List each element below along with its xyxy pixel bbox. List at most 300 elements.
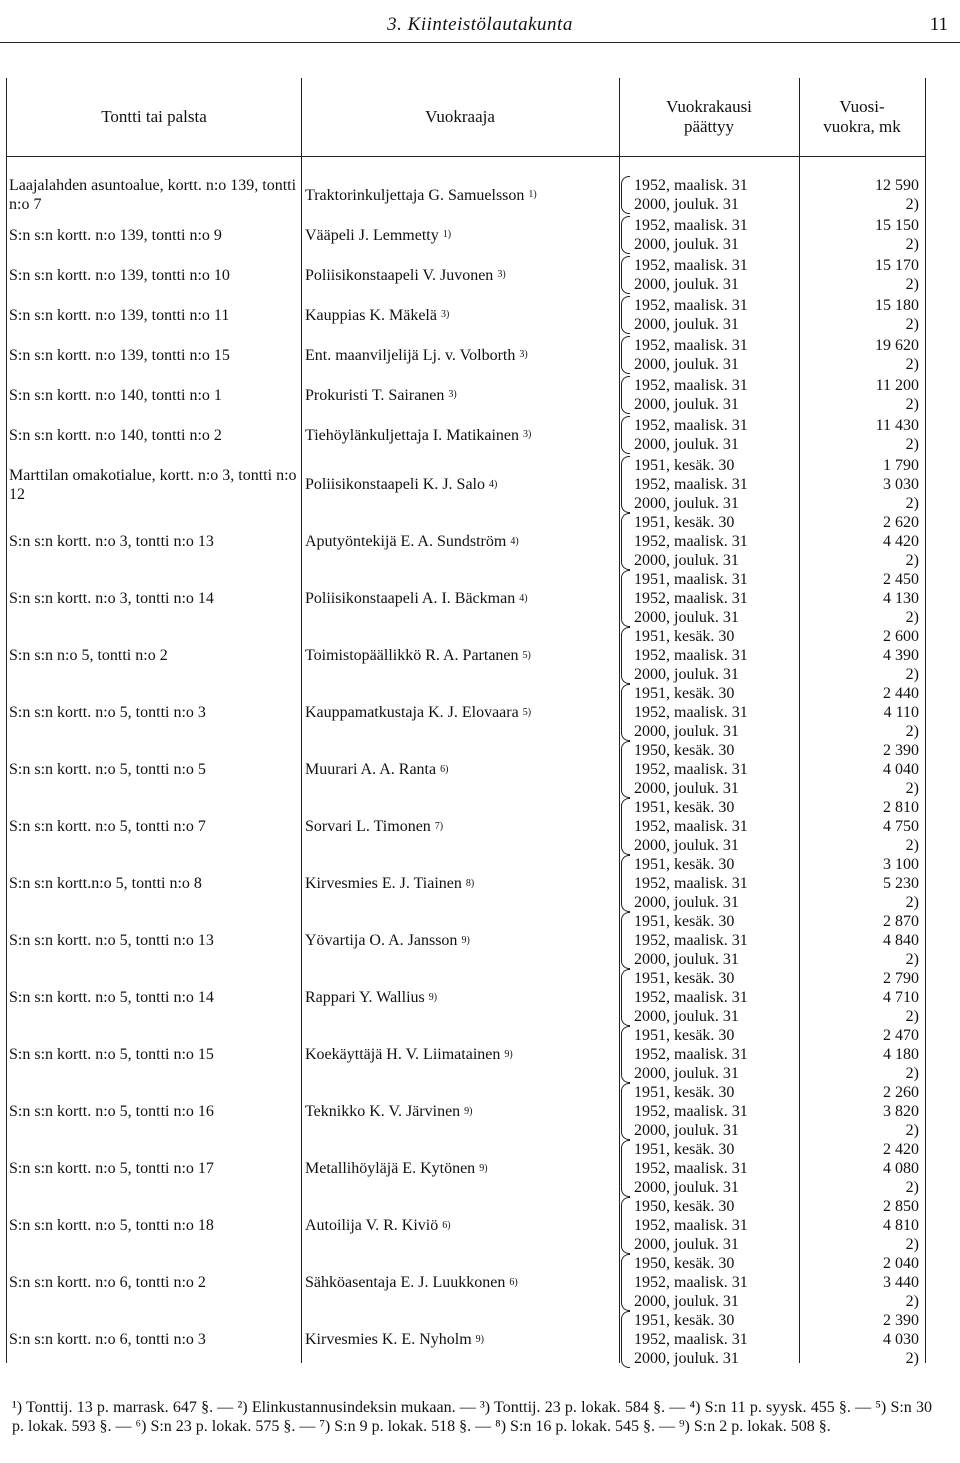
column-header-plot-label: Tontti tai palsta [101,107,207,126]
tenant-name: Tiehöylänkuljettaja I. Matikainen [305,426,520,444]
table-row [7,570,925,627]
brace-mark [621,1083,630,1140]
brace-mark [621,912,630,969]
header-divider [7,156,925,157]
column-header-rent-line: vuokra, mk [823,117,901,136]
annual-rent-cell [801,336,921,374]
annual-rent-value: 19 620 [875,337,919,354]
lease-end-date: 2000, jouluk. 31 [634,666,739,683]
table-row [7,1140,925,1197]
annual-rent-value: 2 790 [883,970,919,987]
brace-mark [621,969,630,1026]
tenant-cell: Vääpeli J. Lemmetty 1) [305,226,452,244]
annual-rent-value: 2 850 [883,1198,919,1215]
plot-cell: S:n s:n kortt. n:o 6, tontti n:o 3 [9,1331,206,1348]
annual-rent-cell [801,684,921,741]
tenant-name: Traktorinkuljettaja G. Samuelsson [305,186,525,204]
tenant-name: Metallihöyläjä E. Kytönen [305,1160,476,1177]
tenant-cell: Sorvari L. Timonen 7) [305,818,444,835]
column-header-tenant [301,78,619,156]
annual-rent-value: 2) [905,495,919,512]
annual-rent-value: 4 180 [883,1046,919,1063]
annual-rent-value: 4 810 [883,1217,919,1234]
annual-rent-value: 4 040 [883,761,919,778]
table-row [7,684,925,741]
annual-rent-value: 2) [905,894,919,911]
brace-mark [621,798,630,855]
tenant-name: Ent. maanviljelijä Lj. v. Volborth [305,346,516,364]
annual-rent-value: 2) [905,1122,919,1139]
plot-cell: S:n s:n kortt. n:o 5, tontti n:o 5 [9,761,206,778]
lease-end-date: 2000, jouluk. 31 [634,436,739,453]
lease-end-date: 1951, kesäk. 30 [634,457,735,474]
tenant-name: Muurari A. A. Ranta [305,761,437,778]
annual-rent-value: 2) [905,1350,919,1367]
lease-end-date: 1951, kesäk. 30 [634,628,735,645]
table-row [7,1254,925,1311]
lease-end-date: 1952, maalisk. 31 [634,257,748,274]
lease-end-date: 1952, maalisk. 31 [634,1046,748,1063]
tenant-cell: Traktorinkuljettaja G. Samuelsson 1) [305,186,537,204]
annual-rent-value: 3 100 [883,856,919,873]
column-header-ends-line: Vuokrakausi [666,97,752,116]
annual-rent-value: 4 130 [883,590,919,607]
annual-rent-value: 2 470 [883,1027,919,1044]
lease-end-date: 1951, kesäk. 30 [634,1312,735,1329]
tenant-cell: Ent. maanviljelijä Lj. v. Volborth 3) [305,346,528,364]
table-row [7,1026,925,1083]
annual-rent-cell [801,855,921,912]
lease-table [6,78,926,1367]
lease-end-date: 1951, maalisk. 31 [634,571,748,588]
table-row [7,376,925,414]
lease-end-date: 2000, jouluk. 31 [634,552,739,569]
annual-rent-value: 2) [905,1293,919,1310]
tenant-name: Teknikko K. V. Järvinen [305,1103,461,1120]
lease-end-date: 1951, kesäk. 30 [634,799,735,816]
column-header-plot [7,78,301,156]
brace-mark [621,684,630,741]
lease-end-date: 1952, maalisk. 31 [634,417,748,434]
plot-cell: S:n s:n kortt. n:o 139, tontti n:o 10 [9,266,230,284]
tenant-cell: Aputyöntekijä E. A. Sundström 4) [305,533,519,550]
annual-rent-cell [801,1140,921,1197]
lease-end-date: 2000, jouluk. 31 [634,196,739,213]
lease-end-date: 1951, kesäk. 30 [634,1141,735,1158]
tenant-name: Sorvari L. Timonen [305,818,431,835]
page-number: 11 [929,14,948,35]
brace-mark [621,376,630,414]
brace-mark [621,741,630,798]
table-row [7,855,925,912]
annual-rent-value: 3 440 [883,1274,919,1291]
lease-end-date: 1950, kesäk. 30 [634,1255,735,1272]
brace-mark [621,336,630,374]
plot-cell: S:n s:n kortt.n:o 5, tontti n:o 8 [9,875,202,892]
annual-rent-value: 2) [905,780,919,797]
annual-rent-value: 4 750 [883,818,919,835]
table-row [7,1311,925,1368]
plot-cell: S:n s:n kortt. n:o 3, tontti n:o 13 [9,533,214,550]
lease-end-date: 2000, jouluk. 31 [634,1122,739,1139]
plot-cell: S:n s:n kortt. n:o 5, tontti n:o 3 [9,704,206,721]
lease-end-date: 2000, jouluk. 31 [634,1350,739,1367]
annual-rent-value: 11 430 [875,417,919,434]
annual-rent-value: 15 180 [875,297,919,314]
lease-end-cell [621,1083,797,1140]
lease-end-date: 2000, jouluk. 31 [634,894,739,911]
column-header-rent [799,78,925,156]
table-row [7,456,925,513]
tenant-name: Prokuristi T. Sairanen [305,386,445,404]
lease-end-date: 1952, maalisk. 31 [634,989,748,1006]
plot-cell: S:n s:n kortt. n:o 5, tontti n:o 15 [9,1046,214,1063]
brace-mark [621,570,630,627]
lease-end-date: 1952, maalisk. 31 [634,875,748,892]
lease-end-date: 1951, kesäk. 30 [634,856,735,873]
lease-end-cell [621,176,797,214]
lease-end-date: 2000, jouluk. 31 [634,396,739,413]
annual-rent-cell [801,416,921,454]
table-row [7,256,925,294]
lease-end-cell [621,296,797,334]
tenant-cell: Kauppamatkustaja K. J. Elovaara 5) [305,704,532,721]
brace-mark [621,416,630,454]
annual-rent-value: 2 600 [883,628,919,645]
lease-end-date: 2000, jouluk. 31 [634,495,739,512]
lease-end-date: 1951, kesäk. 30 [634,685,735,702]
tenant-name: Kauppamatkustaja K. J. Elovaara [305,704,519,721]
annual-rent-value: 4 710 [883,989,919,1006]
tenant-name: Sähköasentaja E. J. Luukkonen [305,1274,506,1291]
lease-end-date: 1952, maalisk. 31 [634,647,748,664]
annual-rent-value: 2 810 [883,799,919,816]
lease-end-cell [621,216,797,254]
annual-rent-value: 3 820 [883,1103,919,1120]
lease-end-cell [621,1197,797,1254]
annual-rent-cell [801,1026,921,1083]
tenant-cell: Poliisikonstaapeli K. J. Salo 4) [305,476,498,493]
tenant-name: Autoilija V. R. Kiviö [305,1217,439,1234]
brace-mark [621,296,630,334]
header-rule [0,42,960,43]
annual-rent-cell [801,256,921,294]
tenant-cell: Kirvesmies E. J. Tiainen 8) [305,875,475,892]
tenant-name: Kirvesmies E. J. Tiainen [305,875,462,892]
lease-end-date: 2000, jouluk. 31 [634,1065,739,1082]
plot-cell: S:n s:n kortt. n:o 5, tontti n:o 18 [9,1217,214,1234]
annual-rent-value: 2) [905,609,919,626]
lease-end-date: 2000, jouluk. 31 [634,780,739,797]
lease-end-date: 1952, maalisk. 31 [634,761,748,778]
table-row [7,1197,925,1254]
lease-end-date: 1952, maalisk. 31 [634,377,748,394]
brace-mark [621,1026,630,1083]
lease-end-date: 1952, maalisk. 31 [634,818,748,835]
plot-cell: S:n s:n kortt. n:o 140, tontti n:o 2 [9,426,222,444]
page-header [0,14,960,40]
tenant-name: Toimistopäällikkö R. A. Partanen [305,647,519,664]
lease-end-date: 2000, jouluk. 31 [634,1008,739,1025]
annual-rent-cell [801,570,921,627]
table-row [7,176,925,214]
table-row [7,1083,925,1140]
brace-mark [621,456,630,513]
lease-end-cell [621,969,797,1026]
tenant-cell: Rappari Y. Wallius 9) [305,989,438,1006]
annual-rent-value: 4 110 [883,704,919,721]
lease-end-date: 1952, maalisk. 31 [634,1103,748,1120]
annual-rent-cell [801,1254,921,1311]
lease-end-date: 1952, maalisk. 31 [634,1217,748,1234]
annual-rent-value: 15 150 [875,217,919,234]
annual-rent-value: 3 030 [883,476,919,493]
annual-rent-value: 2 260 [883,1084,919,1101]
lease-end-cell [621,741,797,798]
lease-end-date: 1950, kesäk. 30 [634,1198,735,1215]
brace-mark [621,627,630,684]
lease-end-cell [621,416,797,454]
plot-cell: S:n s:n n:o 5, tontti n:o 2 [9,647,168,664]
annual-rent-cell [801,798,921,855]
lease-end-date: 2000, jouluk. 31 [634,723,739,740]
plot-cell: S:n s:n kortt. n:o 6, tontti n:o 2 [9,1274,206,1291]
annual-rent-cell [801,1197,921,1254]
annual-rent-value: 2) [905,951,919,968]
annual-rent-value: 2) [905,356,919,373]
column-header-ends-line: päättyy [683,117,735,136]
tenant-cell: Teknikko K. V. Järvinen 9) [305,1103,473,1120]
annual-rent-value: 2) [905,316,919,333]
plot-cell: S:n s:n kortt. n:o 140, tontti n:o 1 [9,386,222,404]
tenant-cell: Poliisikonstaapeli V. Juvonen 3) [305,266,506,284]
annual-rent-value: 4 420 [883,533,919,550]
annual-rent-value: 2 870 [883,913,919,930]
table-row [7,969,925,1026]
annual-rent-cell [801,969,921,1026]
lease-end-date: 1952, maalisk. 31 [634,217,748,234]
annual-rent-value: 2) [905,1179,919,1196]
tenant-name: Koekäyttäjä H. V. Liimatainen [305,1046,501,1063]
brace-mark [621,1254,630,1311]
lease-end-date: 1952, maalisk. 31 [634,177,748,194]
tenant-cell: Autoilija V. R. Kiviö 6) [305,1217,451,1234]
annual-rent-cell [801,513,921,570]
annual-rent-value: 2 390 [883,742,919,759]
column-header-tenant-label: Vuokraaja [425,107,495,126]
tenant-name: Yövartija O. A. Jansson [305,932,458,949]
table-row [7,336,925,374]
lease-end-cell [621,456,797,513]
lease-end-cell [621,798,797,855]
tenant-name: Poliisikonstaapeli V. Juvonen [305,266,494,284]
lease-end-date: 1951, kesäk. 30 [634,970,735,987]
annual-rent-value: 2) [905,666,919,683]
annual-rent-value: 5 230 [883,875,919,892]
annual-rent-value: 2) [905,837,919,854]
tenant-name: Kauppias K. Mäkelä [305,306,437,324]
tenant-cell: Toimistopäällikkö R. A. Partanen 5) [305,647,531,664]
plot-cell: S:n s:n kortt. n:o 5, tontti n:o 13 [9,932,214,949]
lease-end-cell [621,513,797,570]
brace-mark [621,513,630,570]
plot-cell: Marttilan omakotialue, kortt. n:o 3, tontti n:o 12 [9,466,297,503]
plot-cell: S:n s:n kortt. n:o 139, tontti n:o 11 [9,306,230,324]
annual-rent-value: 11 200 [875,377,919,394]
lease-end-cell [621,684,797,741]
brace-mark [621,1197,630,1254]
annual-rent-value: 4 390 [883,647,919,664]
annual-rent-value: 2) [905,396,919,413]
lease-end-date: 1952, maalisk. 31 [634,476,748,493]
tenant-cell: Metallihöyläjä E. Kytönen 9) [305,1160,488,1177]
brace-mark [621,1311,630,1368]
tenant-cell: Kirvesmies K. E. Nyholm 9) [305,1331,484,1348]
lease-end-date: 1950, kesäk. 30 [634,742,735,759]
tenant-cell: Koekäyttäjä H. V. Liimatainen 9) [305,1046,513,1063]
lease-end-cell [621,1254,797,1311]
annual-rent-cell [801,1083,921,1140]
annual-rent-cell [801,296,921,334]
annual-rent-value: 1 790 [883,457,919,474]
table-row [7,912,925,969]
lease-end-date: 2000, jouluk. 31 [634,951,739,968]
lease-end-date: 1952, maalisk. 31 [634,704,748,721]
annual-rent-value: 2 390 [883,1312,919,1329]
lease-end-date: 1952, maalisk. 31 [634,533,748,550]
tenant-cell: Kauppias K. Mäkelä 3) [305,306,450,324]
tenant-cell: Sähköasentaja E. J. Luukkonen 6) [305,1274,518,1291]
lease-end-date: 1952, maalisk. 31 [634,337,748,354]
annual-rent-value: 2) [905,723,919,740]
plot-cell: Laajalahden asuntoalue, kortt. n:o 139, tontti n:o 7 [9,177,297,213]
plot-cell: S:n s:n kortt. n:o 139, tontti n:o 15 [9,346,230,364]
lease-end-cell [621,855,797,912]
tenant-name: Rappari Y. Wallius [305,989,425,1006]
tenant-cell: Poliisikonstaapeli A. I. Bäckman 4) [305,590,528,607]
annual-rent-cell [801,216,921,254]
lease-end-date: 2000, jouluk. 31 [634,356,739,373]
lease-end-cell [621,627,797,684]
brace-mark [621,1140,630,1197]
tenant-name: Poliisikonstaapeli A. I. Bäckman [305,590,516,607]
lease-end-date: 2000, jouluk. 31 [634,1236,739,1253]
plot-cell: S:n s:n kortt. n:o 5, tontti n:o 17 [9,1160,214,1177]
annual-rent-value: 12 590 [875,177,919,194]
annual-rent-cell [801,1311,921,1368]
annual-rent-cell [801,456,921,513]
annual-rent-value: 4 840 [883,932,919,949]
lease-end-cell [621,336,797,374]
lease-end-date: 2000, jouluk. 31 [634,1293,739,1310]
lease-end-cell [621,376,797,414]
annual-rent-cell [801,376,921,414]
lease-end-cell [621,1026,797,1083]
annual-rent-value: 2) [905,196,919,213]
lease-end-cell [621,570,797,627]
annual-rent-value: 2) [905,436,919,453]
brace-mark [621,256,630,294]
lease-end-date: 2000, jouluk. 31 [634,276,739,293]
lease-end-cell [621,1311,797,1368]
tenant-name: Vääpeli J. Lemmetty [305,226,439,244]
lease-end-date: 2000, jouluk. 31 [634,837,739,854]
lease-end-cell [621,256,797,294]
lease-end-date: 2000, jouluk. 31 [634,236,739,253]
table-row [7,798,925,855]
plot-cell: S:n s:n kortt. n:o 5, tontti n:o 14 [9,989,214,1006]
annual-rent-value: 2 440 [883,685,919,702]
annual-rent-value: 2) [905,276,919,293]
plot-cell: S:n s:n kortt. n:o 5, tontti n:o 7 [9,818,206,835]
lease-end-date: 2000, jouluk. 31 [634,316,739,333]
annual-rent-value: 15 170 [875,257,919,274]
lease-end-cell [621,1140,797,1197]
tenant-name: Poliisikonstaapeli K. J. Salo [305,476,485,493]
annual-rent-value: 2 450 [883,571,919,588]
brace-mark [621,176,630,214]
plot-cell: S:n s:n kortt. n:o 5, tontti n:o 16 [9,1103,214,1120]
table-row [7,296,925,334]
annual-rent-value: 2) [905,236,919,253]
annual-rent-cell [801,627,921,684]
table-row [7,741,925,798]
lease-end-date: 1952, maalisk. 31 [634,590,748,607]
annual-rent-value: 2 420 [883,1141,919,1158]
tenant-cell: Yövartija O. A. Jansson 9) [305,932,470,949]
lease-end-cell [621,912,797,969]
lease-end-date: 1952, maalisk. 31 [634,932,748,949]
annual-rent-value: 4 030 [883,1331,919,1348]
lease-end-date: 1951, kesäk. 30 [634,1027,735,1044]
annual-rent-value: 2) [905,1008,919,1025]
tenant-cell: Muurari A. A. Ranta 6) [305,761,449,778]
lease-end-date: 1952, maalisk. 31 [634,1331,748,1348]
annual-rent-cell [801,912,921,969]
lease-end-date: 1951, kesäk. 30 [634,514,735,531]
annual-rent-value: 4 080 [883,1160,919,1177]
annual-rent-value: 2 040 [883,1255,919,1272]
lease-end-date: 1952, maalisk. 31 [634,1160,748,1177]
lease-end-date: 2000, jouluk. 31 [634,609,739,626]
tenant-name: Aputyöntekijä E. A. Sundström [305,533,507,550]
brace-mark [621,855,630,912]
lease-end-date: 1951, kesäk. 30 [634,913,735,930]
annual-rent-value: 2) [905,552,919,569]
tenant-name: Kirvesmies K. E. Nyholm [305,1331,472,1348]
lease-end-date: 2000, jouluk. 31 [634,1179,739,1196]
column-header-rent-line: Vuosi- [839,97,885,116]
annual-rent-value: 2) [905,1236,919,1253]
plot-cell: S:n s:n kortt. n:o 3, tontti n:o 14 [9,590,214,607]
table-row [7,513,925,570]
annual-rent-value: 2) [905,1065,919,1082]
annual-rent-value: 2 620 [883,514,919,531]
lease-end-date: 1952, maalisk. 31 [634,297,748,314]
plot-cell: S:n s:n kortt. n:o 139, tontti n:o 9 [9,226,222,244]
table-row [7,627,925,684]
lease-end-date: 1952, maalisk. 31 [634,1274,748,1291]
table-row [7,416,925,454]
column-header-ends [619,78,799,156]
lease-end-date: 1951, kesäk. 30 [634,1084,735,1101]
annual-rent-cell [801,176,921,214]
section-title: 3. Kiinteistölautakunta [387,14,573,35]
tenant-cell: Tiehöylänkuljettaja I. Matikainen 3) [305,426,532,444]
footnotes: ¹) Tonttij. 13 p. marrask. 647 §. — ²) Elinkustannusindeksin mukaan. — ³) Tonttij. 23 p. lokak. 584 §. — ⁴) S:n 11 p. syysk. 455 §. — ⁵) S:n 30 p. lokak. 593 §. — ⁶) S:n 23 p. lokak. 575 §. — ⁷) S:n 9 p. lokak. 518 §. — ⁸) S:n 16 p. lokak. 545 §. — ⁹) S:n 2 p. lokak. 508 §. [12,1399,932,1435]
table-row [7,216,925,254]
brace-mark [621,216,630,254]
